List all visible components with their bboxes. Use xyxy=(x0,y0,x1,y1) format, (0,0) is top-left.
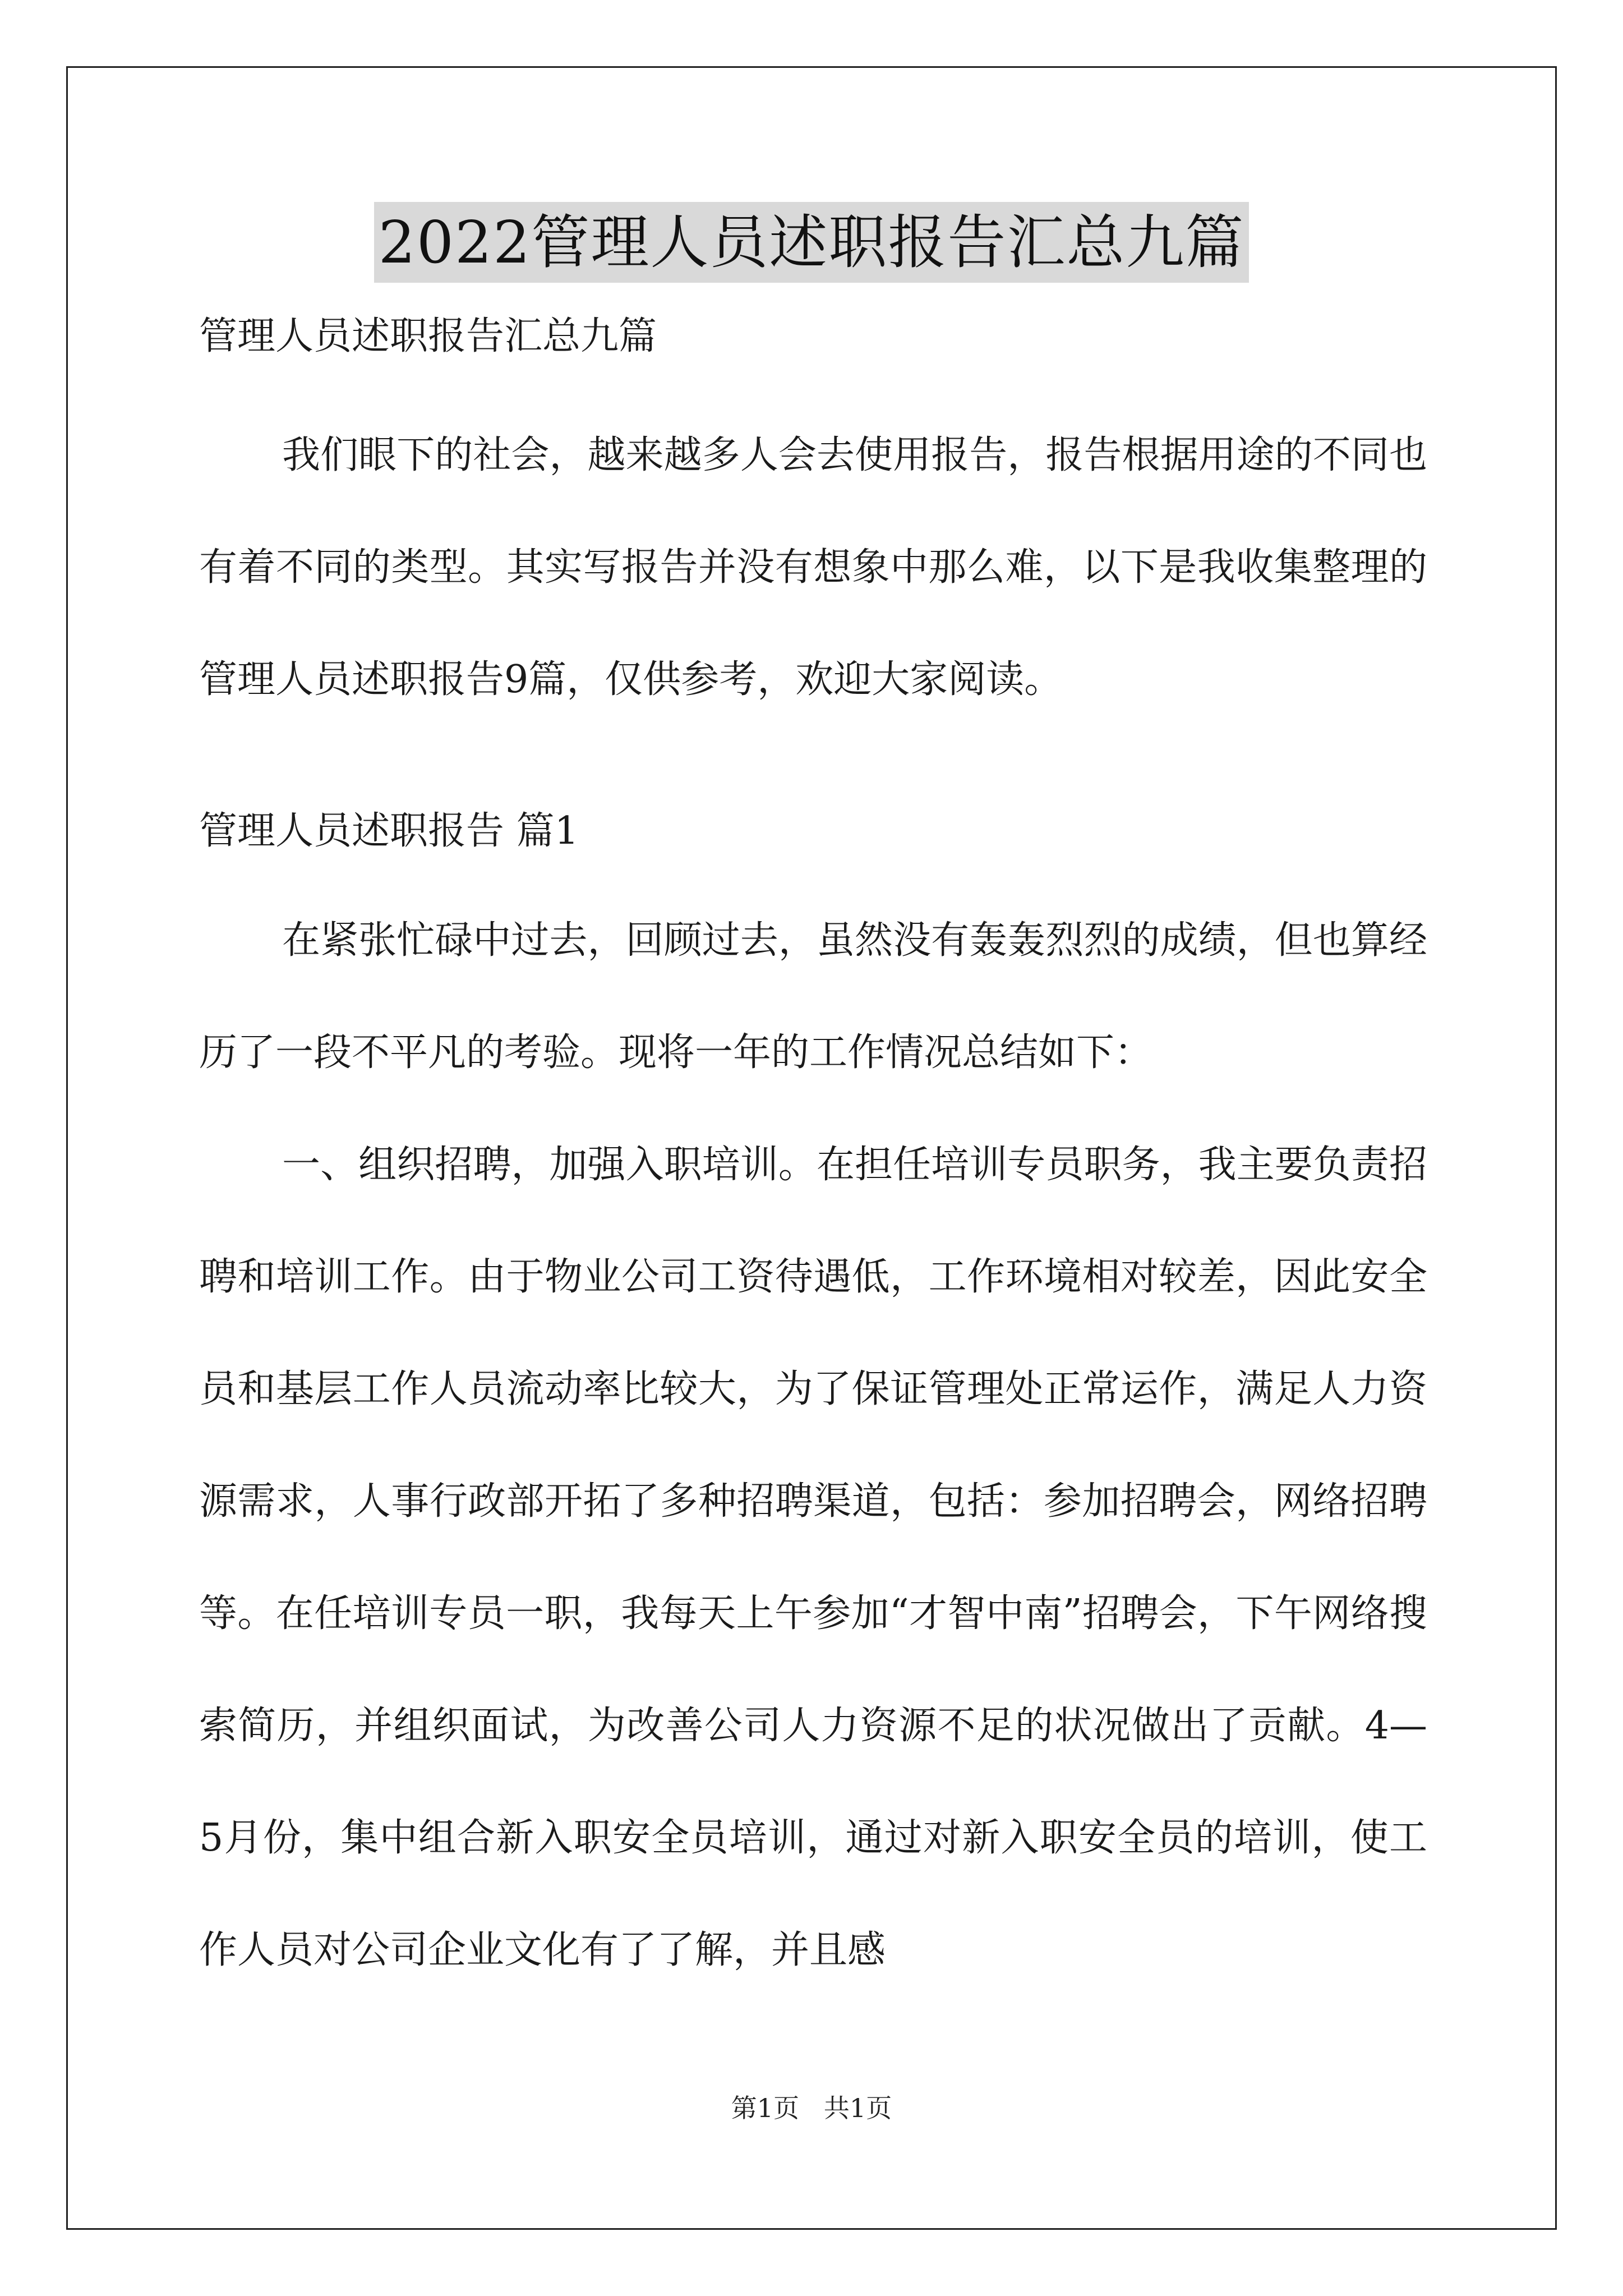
body-paragraph-1: 在紧张忙碌中过去，回顾过去，虽然没有轰轰烈烈的成绩，但也算经历了一段不平凡的考验。现将一年的工作情况总结如下： xyxy=(199,918,1427,1075)
page-footer xyxy=(0,2092,1623,2124)
document-body xyxy=(199,314,1427,2007)
page-number: 第1页 共1页 xyxy=(731,2093,892,2123)
document-subtitle: 管理人员述职报告汇总九篇 xyxy=(199,314,657,358)
intro-paragraph: 我们眼下的社会，越来越多人会去使用报告，报告根据用途的不同也有着不同的类型。其实写报告并没有想象中那么难，以下是我收集整理的管理人员述职报告9篇，仅供参考，欢迎大家阅读。 xyxy=(199,433,1427,702)
body-paragraph-2: 一、组织招聘，加强入职培训。在担任培训专员职务，我主要负责招聘和培训工作。由于物业公司工资待遇低，工作环境相对较差，因此安全员和基层工作人员流动率比较大，为了保证管理处正常运作，满足人力资源需求，人事行政部开拓了多种招聘渠道，包括：参加招聘会，网络招聘等。在任培训专员一职，我每天上午参加“才智中南”招聘会，下午网络搜索简历，并组织面试，为改善公司人力资源不足的状况做出了贡献。4—5月份，集中组合新入职安全员培训，通过对新入职安全员的培训，使工作人员对公司企业文化有了了解，并且感 xyxy=(199,1143,1427,1972)
title-container xyxy=(0,202,1623,283)
section-heading: 管理人员述职报告 篇1 xyxy=(199,809,579,853)
document-title: 2022管理人员述职报告汇总九篇 xyxy=(374,202,1249,283)
